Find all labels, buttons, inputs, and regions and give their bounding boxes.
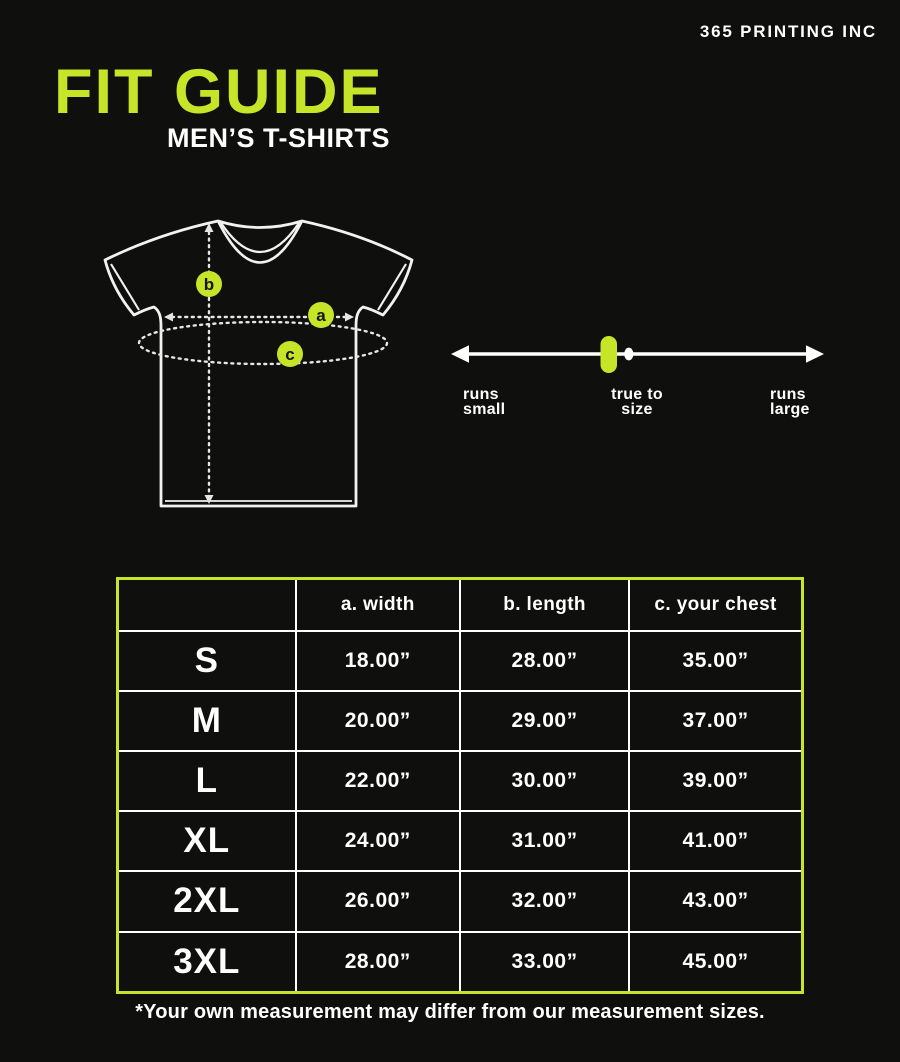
chest-measure-ellipse: [139, 322, 387, 364]
size-table: [116, 577, 804, 994]
size-row-m: [118, 691, 803, 751]
page-title: FIT GUIDE: [54, 57, 384, 127]
width-arrow-left-icon: [164, 313, 173, 322]
chest-value: 45.00”: [629, 932, 802, 993]
size-row-xl: [118, 811, 803, 871]
scale-label-runs-large: runs large: [770, 386, 810, 418]
marker-c-label: c: [285, 345, 295, 364]
chest-value: 43.00”: [629, 871, 802, 931]
chest-value: 39.00”: [629, 751, 802, 811]
width-value: 22.00”: [296, 751, 460, 811]
size-label: 3XL: [118, 932, 296, 993]
tshirt-measurement-diagram: [80, 190, 440, 530]
size-label: XL: [118, 811, 296, 871]
width-column-header: a. width: [296, 579, 460, 631]
scale-label-runs-small: runs small: [463, 386, 506, 418]
width-value: 28.00”: [296, 932, 460, 993]
width-value: 20.00”: [296, 691, 460, 751]
size-row-l: [118, 751, 803, 811]
chest-column-header: c. your chest: [629, 579, 802, 631]
size-label: 2XL: [118, 871, 296, 931]
scale-arrow-left-icon: [451, 345, 469, 363]
scale-arrow-right-icon: [806, 345, 824, 363]
size-label: S: [118, 631, 296, 691]
size-column-header: [118, 579, 296, 631]
length-column-header: b. length: [460, 579, 629, 631]
length-value: 31.00”: [460, 811, 629, 871]
chest-value: 35.00”: [629, 631, 802, 691]
marker-a-label: a: [316, 306, 326, 325]
fit-indicator-slider: [601, 336, 618, 373]
length-value: 28.00”: [460, 631, 629, 691]
size-row-s: [118, 631, 803, 691]
length-value: 32.00”: [460, 871, 629, 931]
length-value: 30.00”: [460, 751, 629, 811]
slider-dot-icon: [624, 348, 633, 361]
length-arrow-down-icon: [205, 495, 214, 504]
chest-value: 37.00”: [629, 691, 802, 751]
size-label: M: [118, 691, 296, 751]
length-value: 33.00”: [460, 932, 629, 993]
width-value: 26.00”: [296, 871, 460, 931]
width-value: 18.00”: [296, 631, 460, 691]
marker-b-label: b: [203, 275, 215, 294]
chest-value: 41.00”: [629, 811, 802, 871]
measurement-disclaimer: *Your own measurement may differ from our measurement sizes.: [135, 1001, 765, 1023]
brand-text: 365 PRINTING INC: [699, 22, 877, 41]
size-table-header-row: [118, 579, 803, 631]
width-value: 24.00”: [296, 811, 460, 871]
page-subtitle: MEN’S T-SHIRTS: [166, 123, 390, 153]
size-row-2xl: [118, 871, 803, 931]
size-row-3xl: [118, 932, 803, 993]
size-label: L: [118, 751, 296, 811]
length-value: 29.00”: [460, 691, 629, 751]
width-arrow-right-icon: [345, 313, 354, 322]
fit-scale: [450, 331, 825, 377]
scale-label-true-to-size: true to size: [611, 386, 663, 418]
